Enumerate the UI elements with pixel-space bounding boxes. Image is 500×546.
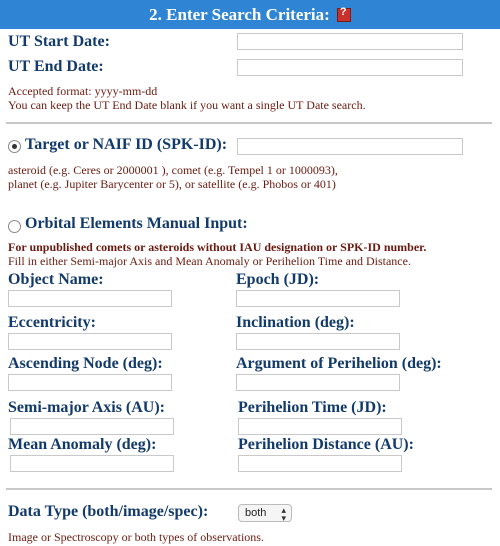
section-title: 2. Enter Search Criteria:: [149, 4, 330, 24]
ut-end-date-input[interactable]: [237, 59, 463, 76]
orbital-elements-label: Orbital Elements Manual Input:: [25, 215, 248, 232]
target-examples-note-2: planet (e.g. Jupiter Barycenter or 5), or satellite (e.g. Phobos or 401): [8, 177, 336, 191]
data-type-select[interactable]: [238, 504, 292, 522]
help-icon[interactable]: [337, 8, 351, 22]
target-radio[interactable]: [8, 140, 21, 153]
ut-start-date-input[interactable]: [237, 33, 463, 50]
ut-end-date-label: UT End Date:: [8, 58, 104, 75]
inclination-label: Inclination (deg):: [236, 314, 355, 331]
target-input[interactable]: [237, 138, 463, 155]
section-header: [0, 0, 500, 29]
divider: [6, 488, 492, 490]
date-format-note: Accepted format: yyyy-mm-dd: [8, 84, 158, 98]
perihelion-time-input[interactable]: [238, 418, 402, 435]
target-label: Target or NAIF ID (SPK-ID):: [25, 136, 228, 153]
perihelion-distance-label: Perihelion Distance (AU):: [238, 436, 414, 453]
data-type-selected-value: both: [245, 507, 267, 519]
argument-of-perihelion-input[interactable]: [236, 374, 400, 391]
eccentricity-label: Eccentricity:: [8, 314, 96, 331]
object-name-label: Object Name:: [8, 271, 104, 288]
semi-major-axis-input[interactable]: [10, 418, 174, 435]
ascending-node-label: Ascending Node (deg):: [8, 355, 163, 372]
inclination-input[interactable]: [236, 333, 400, 350]
argument-of-perihelion-label: Argument of Perihelion (deg):: [236, 355, 442, 372]
orbital-elements-radio[interactable]: [8, 220, 21, 233]
perihelion-distance-input[interactable]: [238, 455, 402, 472]
mean-anomaly-label: Mean Anomaly (deg):: [8, 436, 157, 453]
object-name-input[interactable]: [8, 290, 172, 307]
epoch-label: Epoch (JD):: [236, 271, 320, 288]
data-type-label: Data Type (both/image/spec):: [8, 503, 209, 520]
eccentricity-input[interactable]: [8, 333, 172, 350]
mean-anomaly-input[interactable]: [10, 455, 174, 472]
orbital-bold-note: For unpublished comets or asteroids without IAU designation or SPK-ID number.: [8, 240, 427, 254]
ascending-node-input[interactable]: [8, 374, 172, 391]
orbital-note: Fill in either Semi-major Axis and Mean Anomaly or Perihelion Time and Distance.: [8, 254, 411, 268]
ut-start-date-label: UT Start Date:: [8, 33, 110, 50]
chevron-updown-icon: ▴ ▾: [281, 505, 286, 523]
semi-major-axis-label: Semi-major Axis (AU):: [8, 399, 166, 416]
date-blank-note: You can keep the UT End Date blank if you want a single UT Date search.: [8, 98, 366, 112]
perihelion-time-label: Perihelion Time (JD):: [238, 399, 387, 416]
epoch-input[interactable]: [236, 290, 400, 307]
target-examples-note: asteroid (e.g. Ceres or 2000001 ), comet (e.g. Tempel 1 or 1000093),: [8, 163, 338, 177]
data-type-note: Image or Spectroscopy or both types of observations.: [8, 530, 264, 544]
divider: [6, 122, 492, 124]
